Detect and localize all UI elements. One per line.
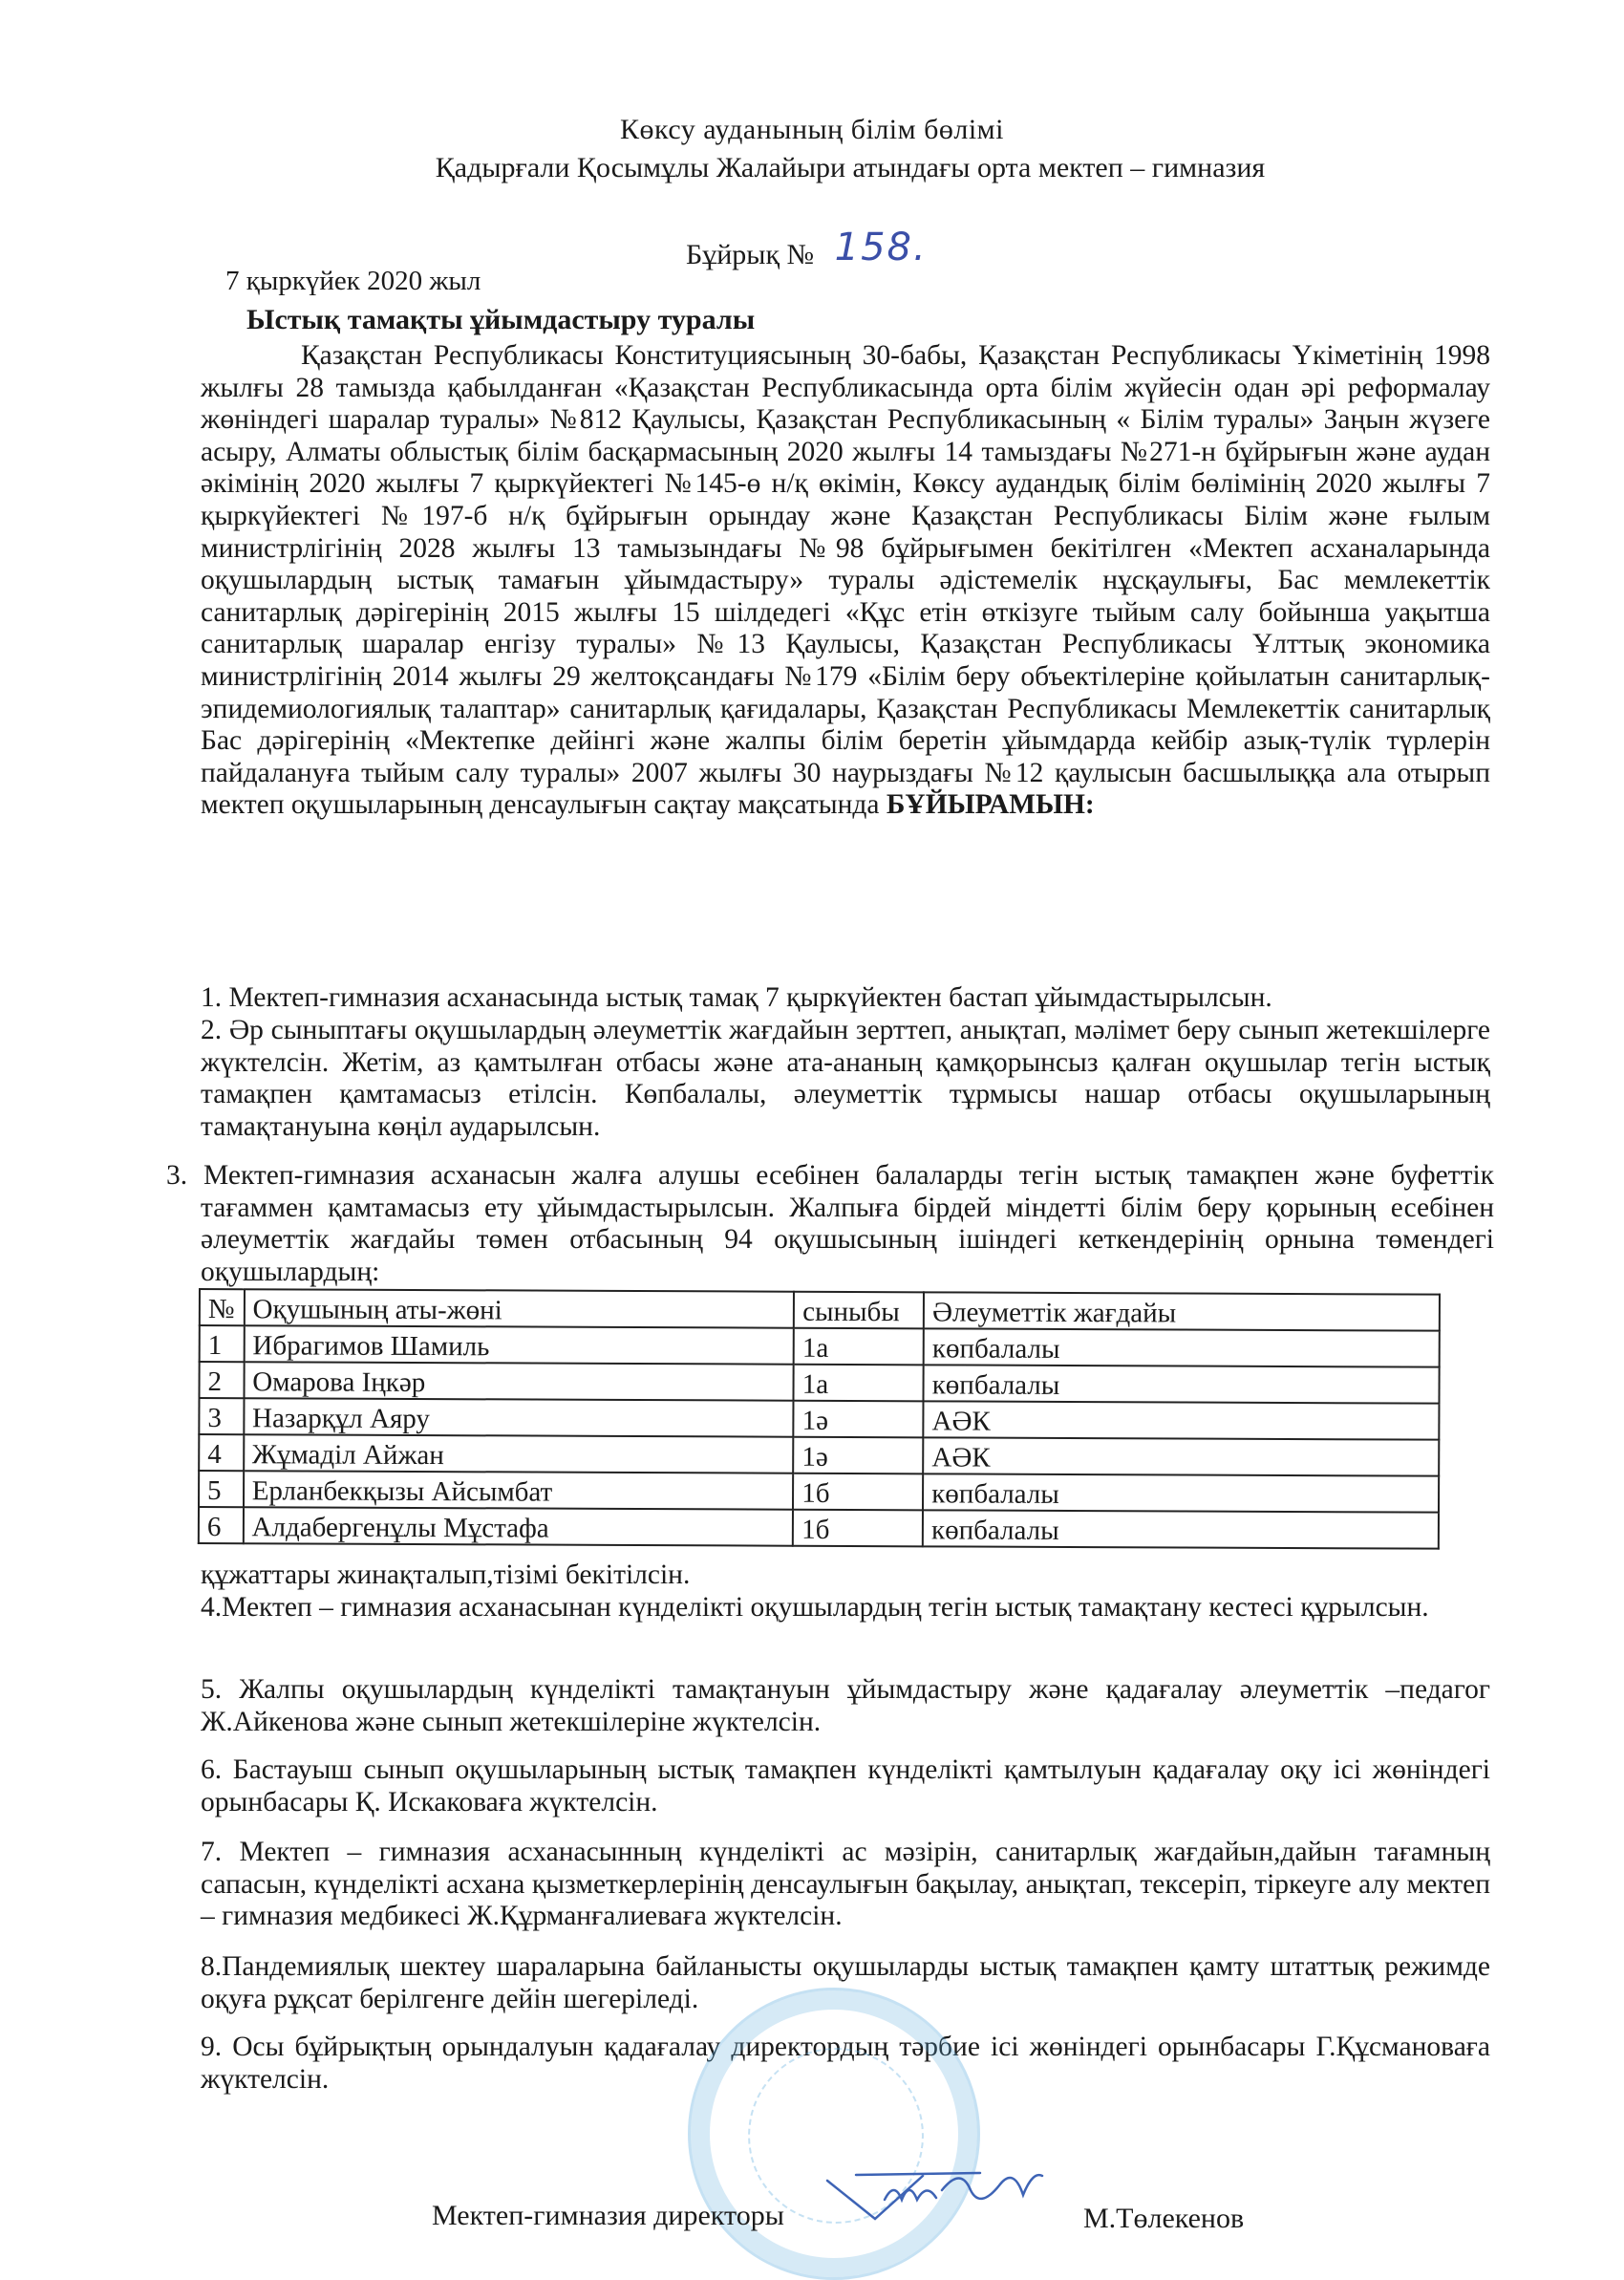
order-item-7: 7. Мектеп – гимназия асханасынның күнделікті ас мәзірін, санитарлық жағдайын,дайын тағамның сапасын, күнделікті асхана қызметкерлерінің денсаулығын бақылау, анықтап, тексеріп, тіркеуге алу мектеп – гимназия медбикесі Ж.Құрманғалиеваға жүктелсін. [201,1837,1490,1932]
cell-status: көпбалалы [923,1473,1439,1512]
cell-name: Алдабергенұлы Мұстафа [244,1507,794,1546]
after-table-text: құжаттары жинақталып,тізімі бекітілсін. [201,1559,691,1590]
cell-number: 4 [199,1434,244,1471]
column-header-name: Оқушының аты-жөні [245,1289,795,1328]
cell-status: АӘК [923,1437,1439,1475]
order-number-line [686,226,928,273]
cell-name: Жұмаділ Айжан [244,1434,794,1473]
order-item-1: 1. Мектеп-гимназия асханасында ыстық тамақ 7 қыркүйектен бастап ұйымдастырылсын. [201,982,1272,1013]
order-number-handwritten: 158. [834,226,928,269]
column-header-status: Әлеуметтік жағдайы [924,1292,1440,1330]
order-title: Ыстық тамақты ұйымдастыру туралы [246,304,756,335]
order-item-8: 8.Пандемиялық шектеу шараларына байланысты оқушыларды ыстық тамақпен қамту штаттық режимде оқуға рұқсат берілгенге дейін шегеріледі. [201,1951,1490,2014]
students-table [198,1288,1441,1550]
department-heading: Көксу ауданының білім бөлімі [620,114,1004,145]
cell-status: көпбалалы [924,1328,1440,1366]
cell-name: Ибрагимов Шамиль [244,1325,794,1365]
signatory-name: М.Төлекенов [1083,2203,1245,2234]
table-row [199,1507,1439,1549]
handwritten-signature-icon [818,2162,1066,2228]
cell-number: 2 [199,1362,244,1398]
cell-name: Омарова Іңкәр [244,1362,794,1401]
order-item-9: 9. Осы бұйрықтың орындалуын қадағалау директордың тәрбие ісі жөніндегі орынбасары Г.Құсмановаға жүктелсін. [201,2032,1490,2095]
order-item-6: 6. Бастауыш сынып оқушыларының ыстық тамақпен күнделікті қамтылуын қадағалау оқу ісі жөніндегі орынбасары Қ. Искаковаға жүктелсін. [201,1754,1490,1818]
table-row [200,1325,1440,1367]
order-item-5: 5. Жалпы оқушылардың күнделікті тамақтануын ұйымдастыру және қадағалау әлеуметтік –педагог Ж.Айкенова және сынып жетекшілеріне жүктелсін. [201,1674,1490,1737]
cell-number: 6 [199,1507,244,1543]
column-header-class: сыныбы [794,1292,924,1329]
cell-name: Назарқұл Аяру [244,1398,794,1437]
cell-status: көпбалалы [923,1510,1439,1548]
signatory-role: Мектеп-гимназия директоры [432,2200,784,2231]
directive-word: БҰЙЫРАМЫН: [886,789,1095,821]
cell-number: 5 [199,1471,244,1507]
order-label: Бұйрық № [686,239,815,270]
table-row [199,1362,1439,1404]
cell-number: 1 [200,1325,245,1362]
order-item-2: 2. Әр сыныптағы оқушылардың әлеуметтік жағдайын зерттеп, анықтап, мәлімет беру сынып жетекшілерге жүктелсін. Жетім, аз қамтылған отбасы және ата-ананың қамқорынсыз қалған оқушылар тегін ыстық тамақпен қамтамасыз етілсін. Көпбалалы, әлеуметтік тұрмысы нашар отбасы оқушыларының тамақтануына көңіл аударылсын. [201,1015,1490,1142]
cell-status: АӘК [924,1401,1440,1439]
cell-class: 1ә [794,1401,924,1438]
table-row [199,1398,1439,1440]
cell-class: 1б [793,1510,923,1547]
school-heading: Қадырғали Қосымұлы Жалайыри атындағы орта мектеп – гимназия [435,152,1266,183]
cell-status: көпбалалы [924,1365,1440,1403]
order-date: 7 қыркүйек 2020 жыл [225,266,481,296]
preamble-text: Қазақстан Республикасы Конституциясының 30-бабы, Қазақстан Республикасы Үкіметінің 1998 жылғы 28 тамызда қабылданған «Қазақстан Республикасында орта білім жүйесін одан әрі реформалау жөніндегі шаралар туралы» №812 Қаулысы, Қазақстан Республикасының « Білім туралы» Заңын жүзеге асыру, Алматы облыстық білім басқармасының 2020 жылғы 14 тамыздағы №271-н бұйрығын және аудан әкімінің 2020 жылғы 7 қыркүйектегі №145-ө н/қ өкімін, Көксу аудандық білім бөлімінің 2020 жылғы 7 қыркүйектегі №197-б н/қ бұйрығын орындау және Қазақстан Республикасы Білім және ғылым министрлігінің 2028 жылғы 13 тамызындағы №98 бұйрығымен бекітілген «Мектеп асханаларында оқушылардың ыстық тамағын ұйымдастыру» туралы әдістемелік нұсқаулығы, Бас мемлекеттік санитарлық дәрігерінің 2015 жылғы 15 шілдедегі «Құс етін өткізуге тыйым салу бойынша уақытша санитарлық шаралар енгізу туралы» №13 Қаулысы, Қазақстан Республикасы Ұлттық экономика министрлігінің 2014 жылғы 29 желтоқсандағы №179 «Білім беру объектілеріне қойылатын санитарлық-эпидемиологиялық талаптар» санитарлық қағидалары, Қазақстан Республикасы Мемлекеттік санитарлық Бас дәрігерінің «Мектепке дейінгі және жалпы білім беретін ұйымдарда кейбір азық-түлік түрлерін пайдалануға тыйым салу туралы» 2007 жылғы 30 наурыздағы №12 қаулысын басшылыққа ала отырып мектеп оқушыларының денсаулығын сақтау мақсатында [201,340,1490,821]
cell-class: 1б [793,1473,923,1511]
table-header-row [200,1289,1440,1331]
order-item-3: 3. Мектеп-гимназия асханасын жалға алушы есебінен балаларды тегін ыстық тамақпен және буфеттік тағаммен қамтамасыз ету ұйымдастырылсын. Жалпыға бірдей міндетті білім беру қорының есебінен әлеуметтік жағдайы төмен отбасының 94 оқушысының ішіндегі кеткендерінің орнына төмендегі оқушылардың: [166,1160,1494,1287]
order-item-4: 4.Мектеп – гимназия асханасынан күнделікті оқушылардың тегін ыстық тамақтану кестесі құрылсын. [201,1592,1429,1623]
cell-class: 1а [794,1328,924,1366]
cell-class: 1а [794,1365,924,1402]
table-row [199,1434,1439,1476]
table-row [199,1471,1439,1513]
cell-number: 3 [199,1398,244,1434]
column-header-number: № [200,1289,245,1325]
cell-class: 1ә [793,1437,923,1474]
preamble-paragraph [201,340,1490,822]
cell-name: Ерланбекқызы Айсымбат [244,1471,794,1510]
official-stamp-icon [688,1988,980,2280]
